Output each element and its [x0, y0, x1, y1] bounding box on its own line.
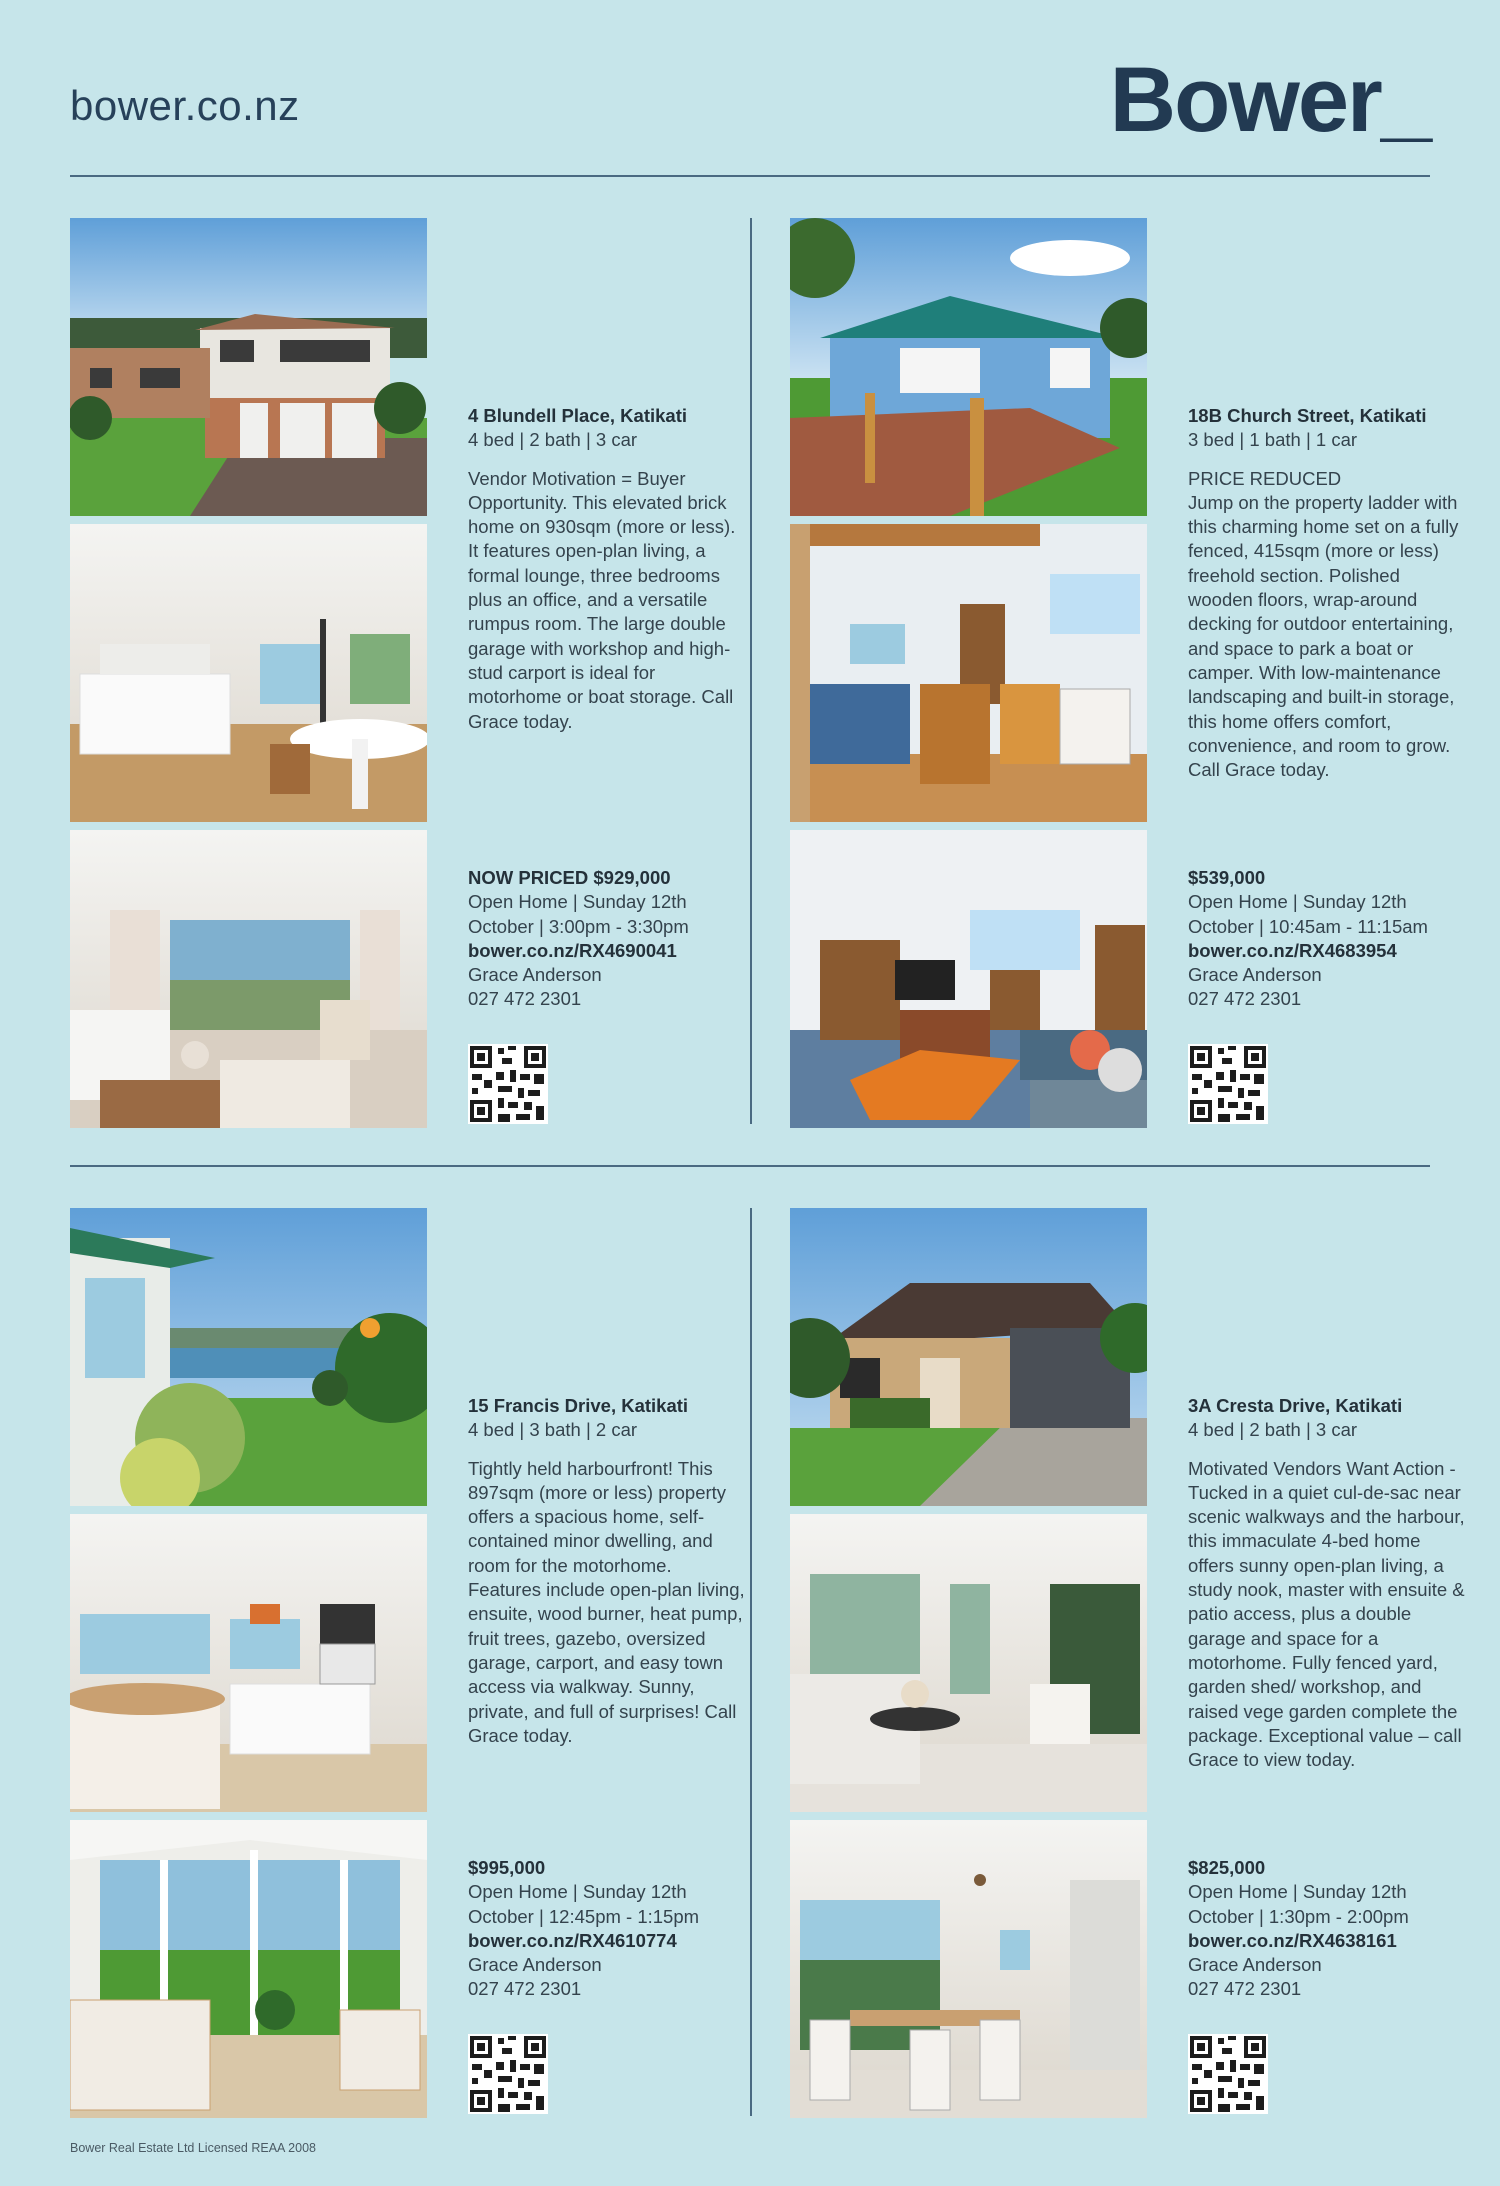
header-divider	[70, 175, 1430, 177]
listing-info	[468, 404, 748, 734]
listing-photo-lounge[interactable]	[790, 1514, 1147, 1812]
listing-description: Jump on the property ladder with this charming home set on a fully fenced, 415sqm (more or less) freehold section. Polished wooden floors, wrap-around decking for outdoor entertaining, and space to park a boat or camper. With low-maintenance landscaping and built-in storage, this home offers comfort, convenience, and room to grow. Call Grace today.	[1188, 491, 1459, 781]
listing-agent: Grace Anderson	[1188, 964, 1322, 986]
listing-photo-exterior[interactable]	[70, 218, 427, 516]
qr-code-icon[interactable]	[468, 1044, 548, 1124]
qr-code-icon[interactable]	[468, 2034, 548, 2114]
listing-price-block	[1188, 866, 1468, 1012]
listing-info	[1188, 1394, 1468, 1772]
listing-address: 3A Cresta Drive, Katikati	[1188, 1395, 1403, 1416]
listing-specs: 4 bed | 2 bath | 3 car	[1188, 1419, 1358, 1441]
listing-specs: 4 bed | 2 bath | 3 car	[468, 429, 638, 451]
listing-photo-lounge[interactable]	[790, 830, 1147, 1128]
listing-price: $539,000	[1188, 867, 1266, 888]
listing-open-home: Open Home | Sunday 12th October | 12:45pm - 1:15pm	[468, 1881, 700, 1927]
listing-agent: Grace Anderson	[468, 1954, 602, 1976]
qr-code-icon[interactable]	[1188, 1044, 1268, 1124]
listing-link[interactable]: bower.co.nz/RX4638161	[1188, 1929, 1397, 1951]
listing-photo-kitchen[interactable]	[70, 524, 427, 822]
listing-photo-lounge[interactable]	[70, 830, 427, 1128]
listing-photo-kitchen[interactable]	[70, 1514, 427, 1812]
listing-info	[1188, 404, 1468, 782]
listing-link[interactable]: bower.co.nz/RX4690041	[468, 939, 677, 961]
listing-specs: 4 bed | 3 bath | 2 car	[468, 1419, 638, 1441]
listing-price: NOW PRICED $929,000	[468, 867, 671, 888]
listing-phone[interactable]: 027 472 2301	[468, 988, 582, 1010]
listing-price-block	[1188, 1856, 1468, 2002]
listing-photo-exterior[interactable]	[790, 218, 1147, 516]
listing-photo-exterior[interactable]	[70, 1208, 427, 1506]
column-divider-top	[750, 218, 752, 1124]
listing-link[interactable]: bower.co.nz/RX4683954	[1188, 939, 1397, 961]
listing-price-block	[468, 1856, 748, 2002]
qr-code-icon[interactable]	[1188, 2034, 1268, 2114]
listing-address: 18B Church Street, Katikati	[1188, 405, 1427, 426]
listing-open-home: Open Home | Sunday 12th October | 3:00pm - 3:30pm	[468, 891, 689, 937]
row-divider	[70, 1165, 1430, 1167]
listing-photo-dining[interactable]	[790, 1820, 1147, 2118]
listing-phone[interactable]: 027 472 2301	[1188, 1978, 1302, 2000]
listing-address: 15 Francis Drive, Katikati	[468, 1395, 689, 1416]
listing-headline: PRICE REDUCED	[1188, 467, 1342, 489]
listing-description: Tightly held harbourfront! This 897sqm (more or less) property offers a spacious home, self-contained minor dwelling, and room for the motorhome. Features include open-plan living, ensuite, wood burner, heat pump, fruit trees, gazebo, oversized garage, carport, and easy town access via walkway. Sunny, private, and full of surprises! Call Grace today.	[468, 1457, 745, 1746]
listing-price: $825,000	[1188, 1857, 1266, 1878]
listing-price: $995,000	[468, 1857, 546, 1878]
listing-link[interactable]: bower.co.nz/RX4610774	[468, 1929, 677, 1951]
listing-open-home: Open Home | Sunday 12th October | 1:30pm - 2:00pm	[1188, 1881, 1409, 1927]
listing-open-home: Open Home | Sunday 12th October | 10:45am - 11:15am	[1188, 891, 1428, 937]
listing-photo-sunroom[interactable]	[70, 1820, 427, 2118]
listing-agent: Grace Anderson	[1188, 1954, 1322, 1976]
listing-specs: 3 bed | 1 bath | 1 car	[1188, 429, 1358, 451]
listing-phone[interactable]: 027 472 2301	[468, 1978, 582, 2000]
listing-card-blundell	[70, 218, 750, 1128]
listing-address: 4 Blundell Place, Katikati	[468, 405, 687, 426]
listing-agent: Grace Anderson	[468, 964, 602, 986]
column-divider-bottom	[750, 1208, 752, 2116]
listing-phone[interactable]: 027 472 2301	[1188, 988, 1302, 1010]
listing-card-francis	[70, 1208, 750, 2118]
listing-photo-kitchen[interactable]	[790, 524, 1147, 822]
brand-logo: Bower_	[1109, 49, 1430, 151]
listing-card-cresta	[790, 1208, 1470, 2118]
listing-description: Motivated Vendors Want Action - Tucked in a quiet cul-de-sac near scenic walkways and the harbour, this immaculate 4-bed home offers sunny open-plan living, a study nook, master with ensuite & patio access, plus a double garage and space for a motorhome. Fully fenced yard, garden shed/ workshop, and raised vege garden complete the package. Exceptional value – call Grace to view today.	[1188, 1457, 1465, 1771]
listing-card-church	[790, 218, 1470, 1128]
listing-photo-exterior[interactable]	[790, 1208, 1147, 1506]
site-url[interactable]: bower.co.nz	[70, 82, 300, 129]
listing-description: Vendor Motivation = Buyer Opportunity. This elevated brick home on 930sqm (more or less). It features open-plan living, a formal lounge, three bedrooms plus an office, and a versatile rumpus room. The large double garage with workshop and high-stud carport is ideal for motorhome or boat storage. Call Grace today.	[468, 467, 736, 732]
license-footer: Bower Real Estate Ltd Licensed REAA 2008	[70, 2141, 316, 2155]
listing-info	[468, 1394, 748, 1748]
listing-price-block	[468, 866, 748, 1012]
